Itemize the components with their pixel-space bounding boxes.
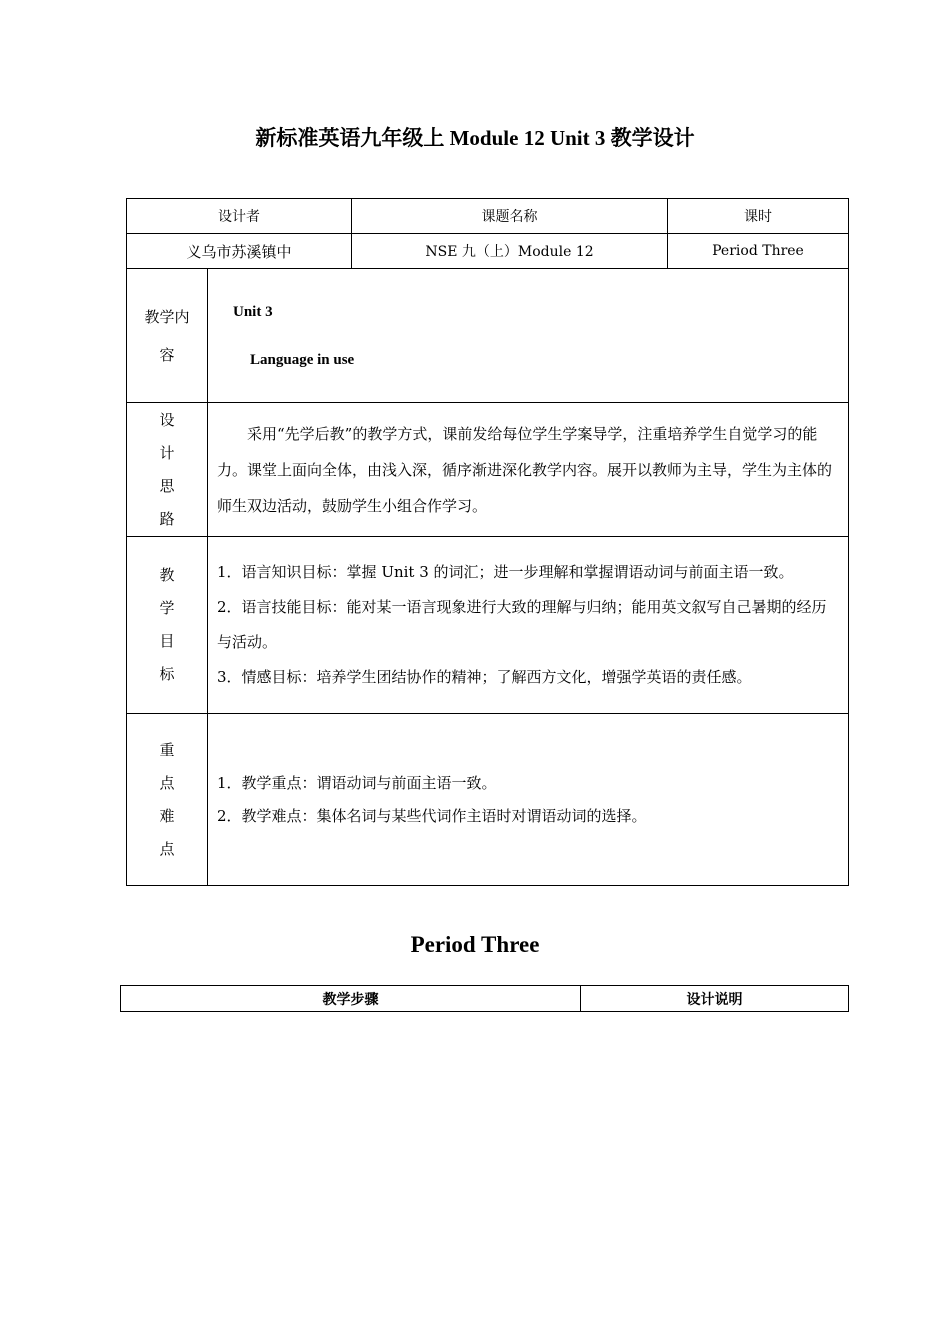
goal-item: 3．情感目标：培养学生团结协作的精神；了解西方文化，增强学英语的责任感。 bbox=[217, 668, 752, 686]
period-title: Period Three bbox=[410, 932, 540, 957]
key-points-label: 重 点 难 点 bbox=[127, 714, 208, 886]
steps-header-row bbox=[121, 986, 849, 1012]
key-points-row bbox=[127, 714, 849, 886]
period-header: 课时 bbox=[668, 199, 849, 234]
header-row bbox=[127, 199, 849, 234]
design-label: 设 计 思 路 bbox=[127, 403, 208, 537]
info-row bbox=[127, 234, 849, 269]
topic-header: 课题名称 bbox=[352, 199, 668, 234]
unit-label: Unit 3 bbox=[233, 303, 273, 320]
goal-item: 1．语言知识目标：掌握 Unit 3 的词汇；进一步理解和掌握谓语动词与前面主语一致。 bbox=[217, 563, 794, 581]
content-row bbox=[127, 269, 849, 403]
designer-header: 设计者 bbox=[127, 199, 352, 234]
key-points-list bbox=[208, 714, 849, 886]
page-title: 新标准英语九年级上 Module 12 Unit 3 教学设计 bbox=[255, 126, 695, 150]
key-point-item: 2．教学难点：集体名词与某些代词作主语时对谓语动词的选择。 bbox=[217, 806, 647, 825]
steps-table bbox=[120, 985, 849, 1012]
goal-item: 2．语言技能目标：能对某一语言现象进行大致的理解与归纳；能用英文叙写自己暑期的经历与活动。 bbox=[217, 598, 827, 651]
goals-list bbox=[208, 537, 849, 714]
period-value: Period Three bbox=[668, 234, 849, 269]
goals-label: 教 学 目 标 bbox=[127, 537, 208, 714]
design-text: 采用“先学后教”的教学方式，课前发给每位学生学案导学，注重培养学生自觉学习的能力。课堂上面向全体，由浅入深，循序渐进深化教学内容。展开以教师为主导，学生为主体的师生双边活动，鼓励学生小组合作学习。 bbox=[208, 403, 849, 537]
design-row bbox=[127, 403, 849, 537]
key-point-item: 1．教学重点：谓语动词与前面主语一致。 bbox=[217, 773, 497, 792]
steps-header: 教学步骤 bbox=[121, 986, 581, 1012]
lesson-info-table bbox=[126, 198, 849, 886]
content-label: 教学内 容 bbox=[127, 269, 208, 403]
unit-topic: Language in use bbox=[250, 351, 355, 368]
designer-value: 义乌市苏溪镇中 bbox=[127, 234, 352, 269]
goals-row bbox=[127, 537, 849, 714]
content-cell bbox=[208, 269, 849, 403]
topic-value: NSE 九（上）Module 12 bbox=[352, 234, 668, 269]
notes-header: 设计说明 bbox=[581, 986, 849, 1012]
